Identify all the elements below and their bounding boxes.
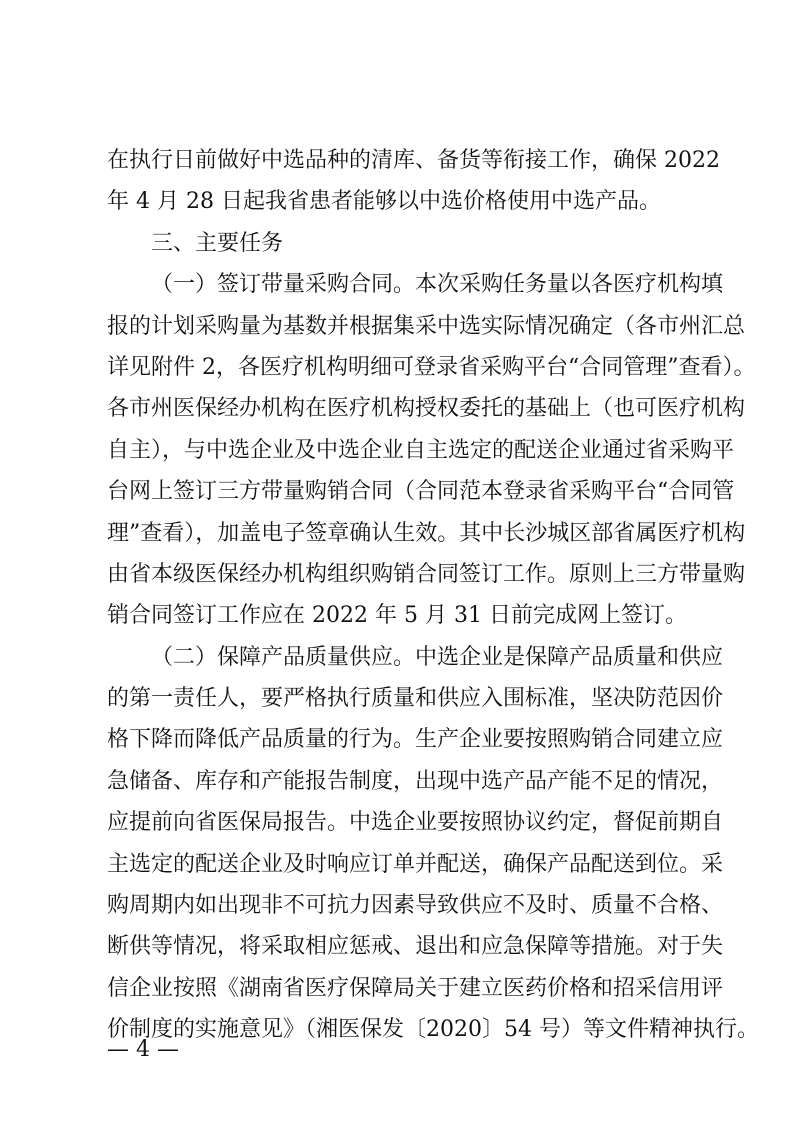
text-line: 断供等情况，将采取相应惩戒、退出和应急保障等措施。对于失: [107, 934, 724, 960]
paragraph: [107, 637, 759, 1051]
text-line: （一）签订带量采购合同。本次采购任务量以各医疗机构填: [151, 272, 724, 298]
page-number: — 4 —: [107, 1037, 179, 1062]
text-line: 自主），与中选企业及中选企业自主选定的配送企业通过省采购平: [107, 437, 735, 463]
text-line: 的第一责任人，要严格执行质量和供应入围标准，坚决防范因价: [107, 686, 724, 712]
text-line: 主选定的配送企业及时响应订单并配送，确保产品配送到位。采: [107, 851, 724, 877]
text-line: 信企业按照《湖南省医疗保障局关于建立医药价格和招采信用评: [107, 975, 724, 1001]
paragraph: [107, 140, 720, 223]
text-line: 年 4 月 28 日起我省患者能够以中选价格使用中选产品。: [107, 189, 661, 215]
text-line: 销合同签订工作应在 2022 年 5 月 31 日前完成网上签订。: [107, 603, 687, 629]
text-line: 在执行日前做好中选品种的清库、备货等衔接工作，确保 2022: [107, 148, 720, 173]
text-line: 各市州医保经办机构在医疗机构授权委托的基础上（也可医疗机构: [107, 396, 746, 422]
text-line: （二）保障产品质量供应。中选企业是保障产品质量和供应: [151, 644, 724, 670]
text-line: 应提前向省医保局报告。中选企业要按照协议约定，督促前期自: [107, 810, 724, 836]
text-line: 报的计划采购量为基数并根据集采中选实际情况确定（各市州汇总: [107, 313, 746, 339]
document-body: [107, 140, 759, 1051]
text-line: 详见附件 2，各医疗机构明细可登录省采购平台“合同管理”查看）。: [107, 354, 756, 380]
paragraph: [107, 264, 756, 637]
text-line: 购周期内如出现非不可抗力因素导致供应不及时、质量不合格、: [107, 893, 724, 919]
text-line: 理”查看），加盖电子签章确认生效。其中长沙城区部省属医疗机构: [107, 520, 746, 546]
text-line: 台网上签订三方带量购销合同（合同范本登录省采购平台“合同管: [107, 479, 735, 505]
text-line: 格下降而降低产品质量的行为。生产企业要按照购销合同建立应: [107, 727, 724, 753]
text-line: 由省本级医保经办机构组织购销合同签订工作。原则上三方带量购: [107, 561, 746, 587]
text-line: 价制度的实施意见》（湘医保发〔2020〕54 号）等文件精神执行。: [107, 1017, 759, 1043]
text-line: 急储备、库存和产能报告制度，出现中选产品产能不足的情况，: [107, 768, 724, 794]
text-line: 三、主要任务: [151, 230, 284, 256]
section-heading: [107, 223, 701, 264]
